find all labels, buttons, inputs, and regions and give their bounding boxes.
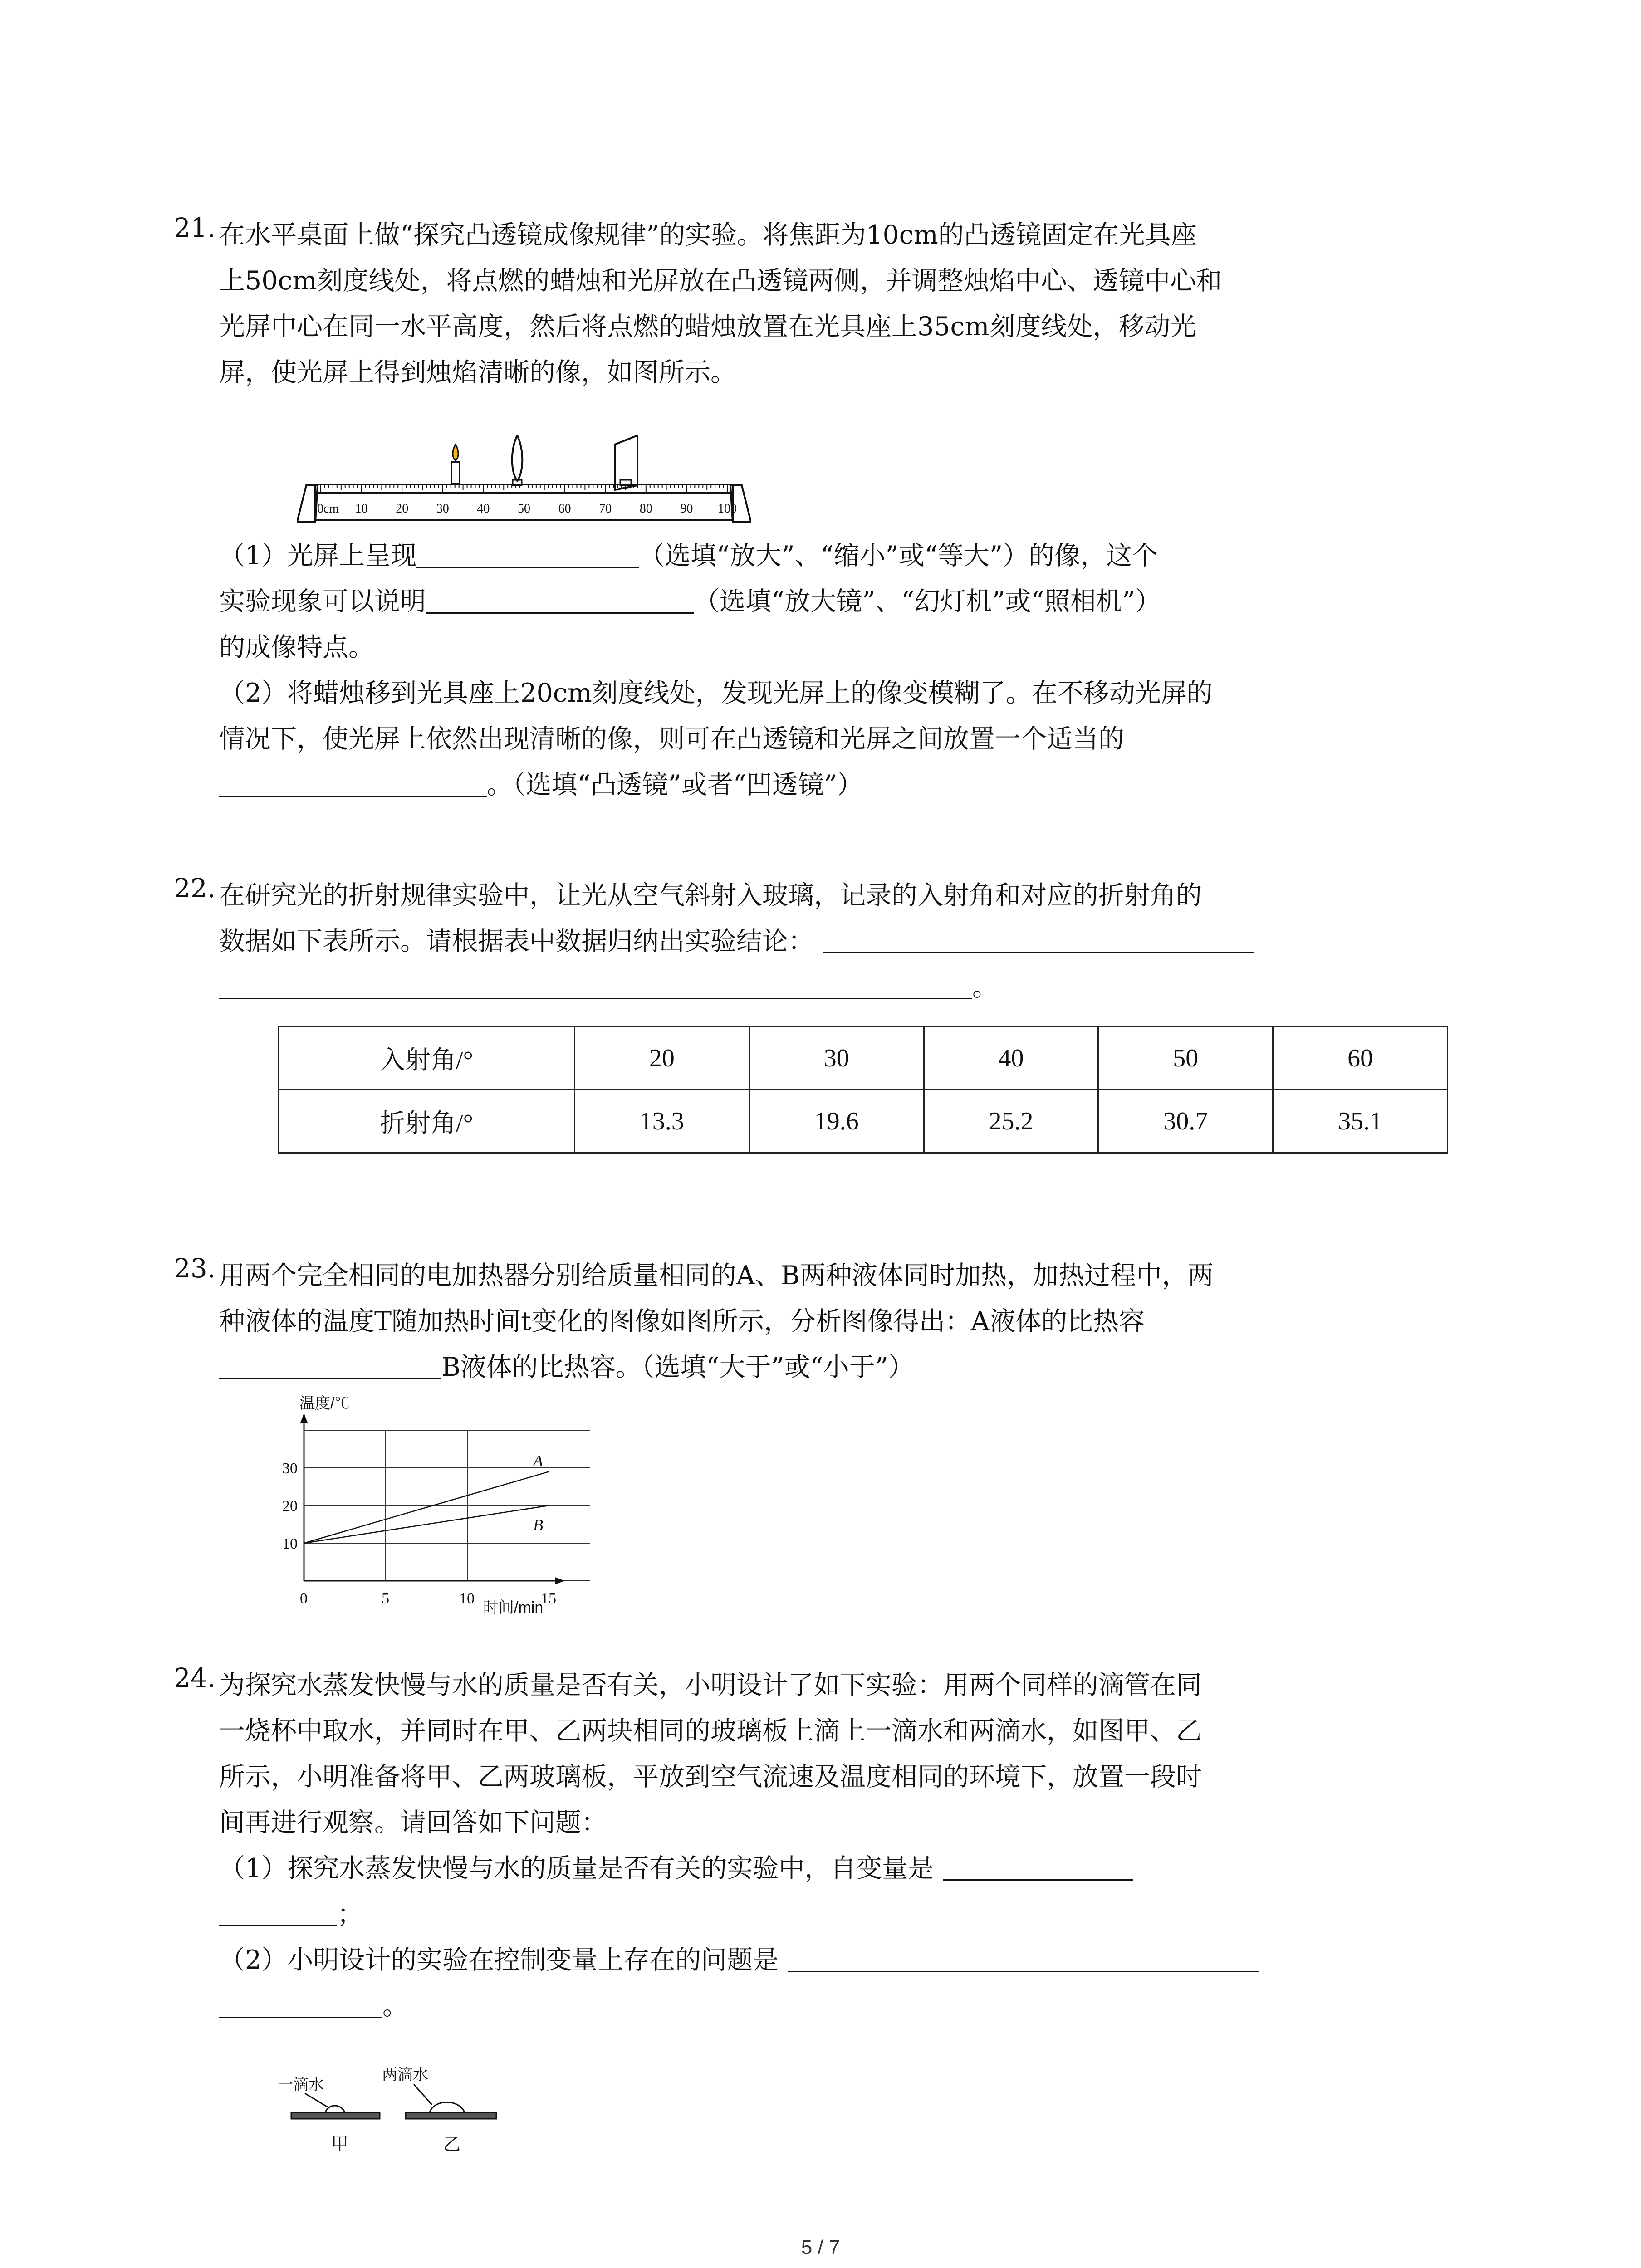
x-axis-arrow — [555, 1577, 565, 1584]
convex-lens-icon — [512, 435, 523, 485]
refraction-table — [278, 1026, 1448, 1154]
answer-blank[interactable] — [219, 1985, 382, 2018]
question-number: 23. — [174, 1253, 216, 1284]
bench-scale-label: 30 — [436, 502, 449, 516]
answer-blank[interactable] — [416, 535, 639, 568]
bench-scale-label: 40 — [477, 502, 490, 516]
table-cell: 60 — [1273, 1027, 1448, 1090]
page-footer: 5 / 7 — [801, 2236, 840, 2258]
table-cell: 25.2 — [924, 1090, 1098, 1153]
y-axis-arrow — [300, 1413, 308, 1423]
question-23 — [174, 1253, 1458, 1390]
answer-blank[interactable] — [943, 1848, 1133, 1881]
answer-blank[interactable] — [788, 1939, 1259, 1972]
question-24 — [174, 1662, 1458, 2029]
series-label-B: B — [533, 1516, 543, 1534]
x-tick-label: 0 — [300, 1590, 308, 1607]
x-tick-label: 10 — [459, 1590, 475, 1607]
table-cell: 13.3 — [575, 1090, 749, 1153]
x-tick-label: 5 — [382, 1590, 389, 1607]
table-header-cell: 折射角/° — [279, 1090, 575, 1153]
candle-icon — [451, 445, 460, 485]
sub-question-1: （1）探究水蒸发快慢与水的质量是否有关的实验中，自变量是 — [219, 1846, 1458, 1892]
question-text-end: 。 — [219, 964, 1458, 1010]
fig-caption-jia: 甲 — [331, 2135, 349, 2154]
question-text: 一烧杯中取水，并同时在甲、乙两块相同的玻璃板上滴上一滴水和两滴水，如图甲、乙 — [219, 1716, 1202, 1746]
question-text: 间再进行观察。请回答如下问题： — [219, 1808, 607, 1838]
y-tick-label: 10 — [282, 1535, 298, 1552]
bench-scale-label: 50 — [518, 502, 530, 516]
table-header-cell: 入射角/° — [279, 1027, 575, 1090]
bench-scale-label: 70 — [599, 502, 612, 516]
table-row — [279, 1090, 1448, 1153]
bench-scale-label: 10 — [355, 502, 368, 516]
sub-question-2: （2）将蜡烛移到光具座上20cm刻度线处，发现光屏上的像变模糊了。在不移动光屏的 — [219, 678, 1213, 708]
series-label-A: A — [533, 1452, 543, 1470]
bench-scale-label: 100 — [718, 502, 737, 516]
answer-blank[interactable] — [823, 920, 1254, 953]
sub-question-1-cont: 实验现象可以说明 （选填“放大镜”、“幻灯机”或“照相机”） — [219, 579, 1458, 625]
series-line-B — [304, 1505, 549, 1543]
table-cell: 20 — [575, 1027, 749, 1090]
table-cell: 35.1 — [1273, 1090, 1448, 1153]
question-text: 种液体的温度T随加热时间t变化的图像如图所示，分析图像得出：A液体的比热容 — [219, 1306, 1145, 1336]
bench-scale-label: 20 — [396, 502, 409, 516]
bench-scale-label: 60 — [558, 502, 571, 516]
sub-question-1: （1）光屏上呈现 （选填“放大”、“缩小”或“等大”）的像，这个 — [219, 533, 1458, 579]
fig-caption-yi: 乙 — [443, 2135, 461, 2154]
question-text: 所示，小明准备将甲、乙两玻璃板，平放到空气流速及温度相同的环境下，放置一段时 — [219, 1762, 1202, 1792]
sub-question-2: （2）小明设计的实验在控制变量上存在的问题是 — [219, 1937, 1458, 1983]
chart-y-axis-label: 温度/℃ — [299, 1395, 350, 1412]
table-row — [279, 1027, 1448, 1090]
question-text: 屏，使光屏上得到烛焰清晰的像，如图所示。 — [219, 357, 736, 387]
question-text: 用两个完全相同的电加热器分别给质量相同的A、B两种液体同时加热，加热过程中，两 — [219, 1261, 1214, 1290]
question-22 — [174, 873, 1458, 1010]
x-tick-label: 15 — [541, 1590, 556, 1607]
question-text: 在水平桌面上做“探究凸透镜成像规律”的实验。将焦距为10cm的凸透镜固定在光具座 — [219, 220, 1197, 250]
answer-blank[interactable] — [219, 966, 972, 999]
answer-blank[interactable] — [426, 581, 694, 614]
question-21 — [174, 212, 1458, 396]
table-cell: 19.6 — [749, 1090, 924, 1153]
question-text: B液体的比热容。（选填“大于”或“小于”） — [219, 1344, 1458, 1390]
table-cell: 50 — [1098, 1027, 1273, 1090]
temperature-time-chart — [272, 1390, 590, 1626]
sub-question-1-end: ； — [219, 1892, 1458, 1937]
answer-blank[interactable] — [219, 1893, 337, 1926]
question-text: 数据如下表所示。请根据表中数据归纳出实验结论： — [219, 919, 1458, 964]
question-number: 24. — [174, 1662, 216, 1693]
chart-x-axis-label: 时间/min — [483, 1599, 544, 1616]
table-cell: 30.7 — [1098, 1090, 1273, 1153]
bench-scale-label: 0cm — [317, 502, 339, 516]
y-tick-label: 20 — [282, 1498, 298, 1515]
question-text: 为探究水蒸发快慢与水的质量是否有关，小明设计了如下实验：用两个同样的滴管在同 — [219, 1670, 1202, 1700]
sub-question-2-cont: 情况下，使光屏上依然出现清晰的像，则可在凸透镜和光屏之间放置一个适当的 — [219, 724, 1124, 754]
answer-blank[interactable] — [219, 1346, 441, 1379]
water-drops-figure — [278, 2062, 514, 2166]
table-cell: 30 — [749, 1027, 924, 1090]
answer-blank[interactable] — [219, 764, 487, 797]
question-text: 光屏中心在同一水平高度，然后将点燃的蜡烛放置在光具座上35cm刻度线处，移动光 — [219, 312, 1196, 342]
question-text: 上50cm刻度线处，将点燃的蜡烛和光屏放在凸透镜两侧，并调整烛焰中心、透镜中心和 — [219, 266, 1222, 296]
question-number: 21. — [174, 212, 216, 243]
optical-bench-figure — [297, 435, 751, 535]
sub-question-1-end: 的成像特点。 — [219, 632, 374, 662]
sub-question-2-end: 。 — [219, 1983, 1458, 2029]
fig-label-two-drops: 两滴水 — [382, 2066, 428, 2083]
bench-scale-label: 80 — [639, 502, 652, 516]
bench-scale-label: 90 — [680, 502, 693, 516]
table-cell: 40 — [924, 1027, 1098, 1090]
question-text: 在研究光的折射规律实验中，让光从空气斜射入玻璃，记录的入射角和对应的折射角的 — [219, 880, 1202, 910]
question-number: 22. — [174, 873, 216, 904]
question-21-parts — [219, 533, 1458, 808]
fig-label-one-drop: 一滴水 — [278, 2076, 324, 2093]
sub-question-2-end: 。（选填“凸透镜”或者“凹透镜”） — [219, 762, 1458, 808]
series-line-A — [304, 1471, 549, 1543]
y-tick-label: 30 — [282, 1460, 298, 1477]
light-screen-icon — [615, 435, 637, 490]
